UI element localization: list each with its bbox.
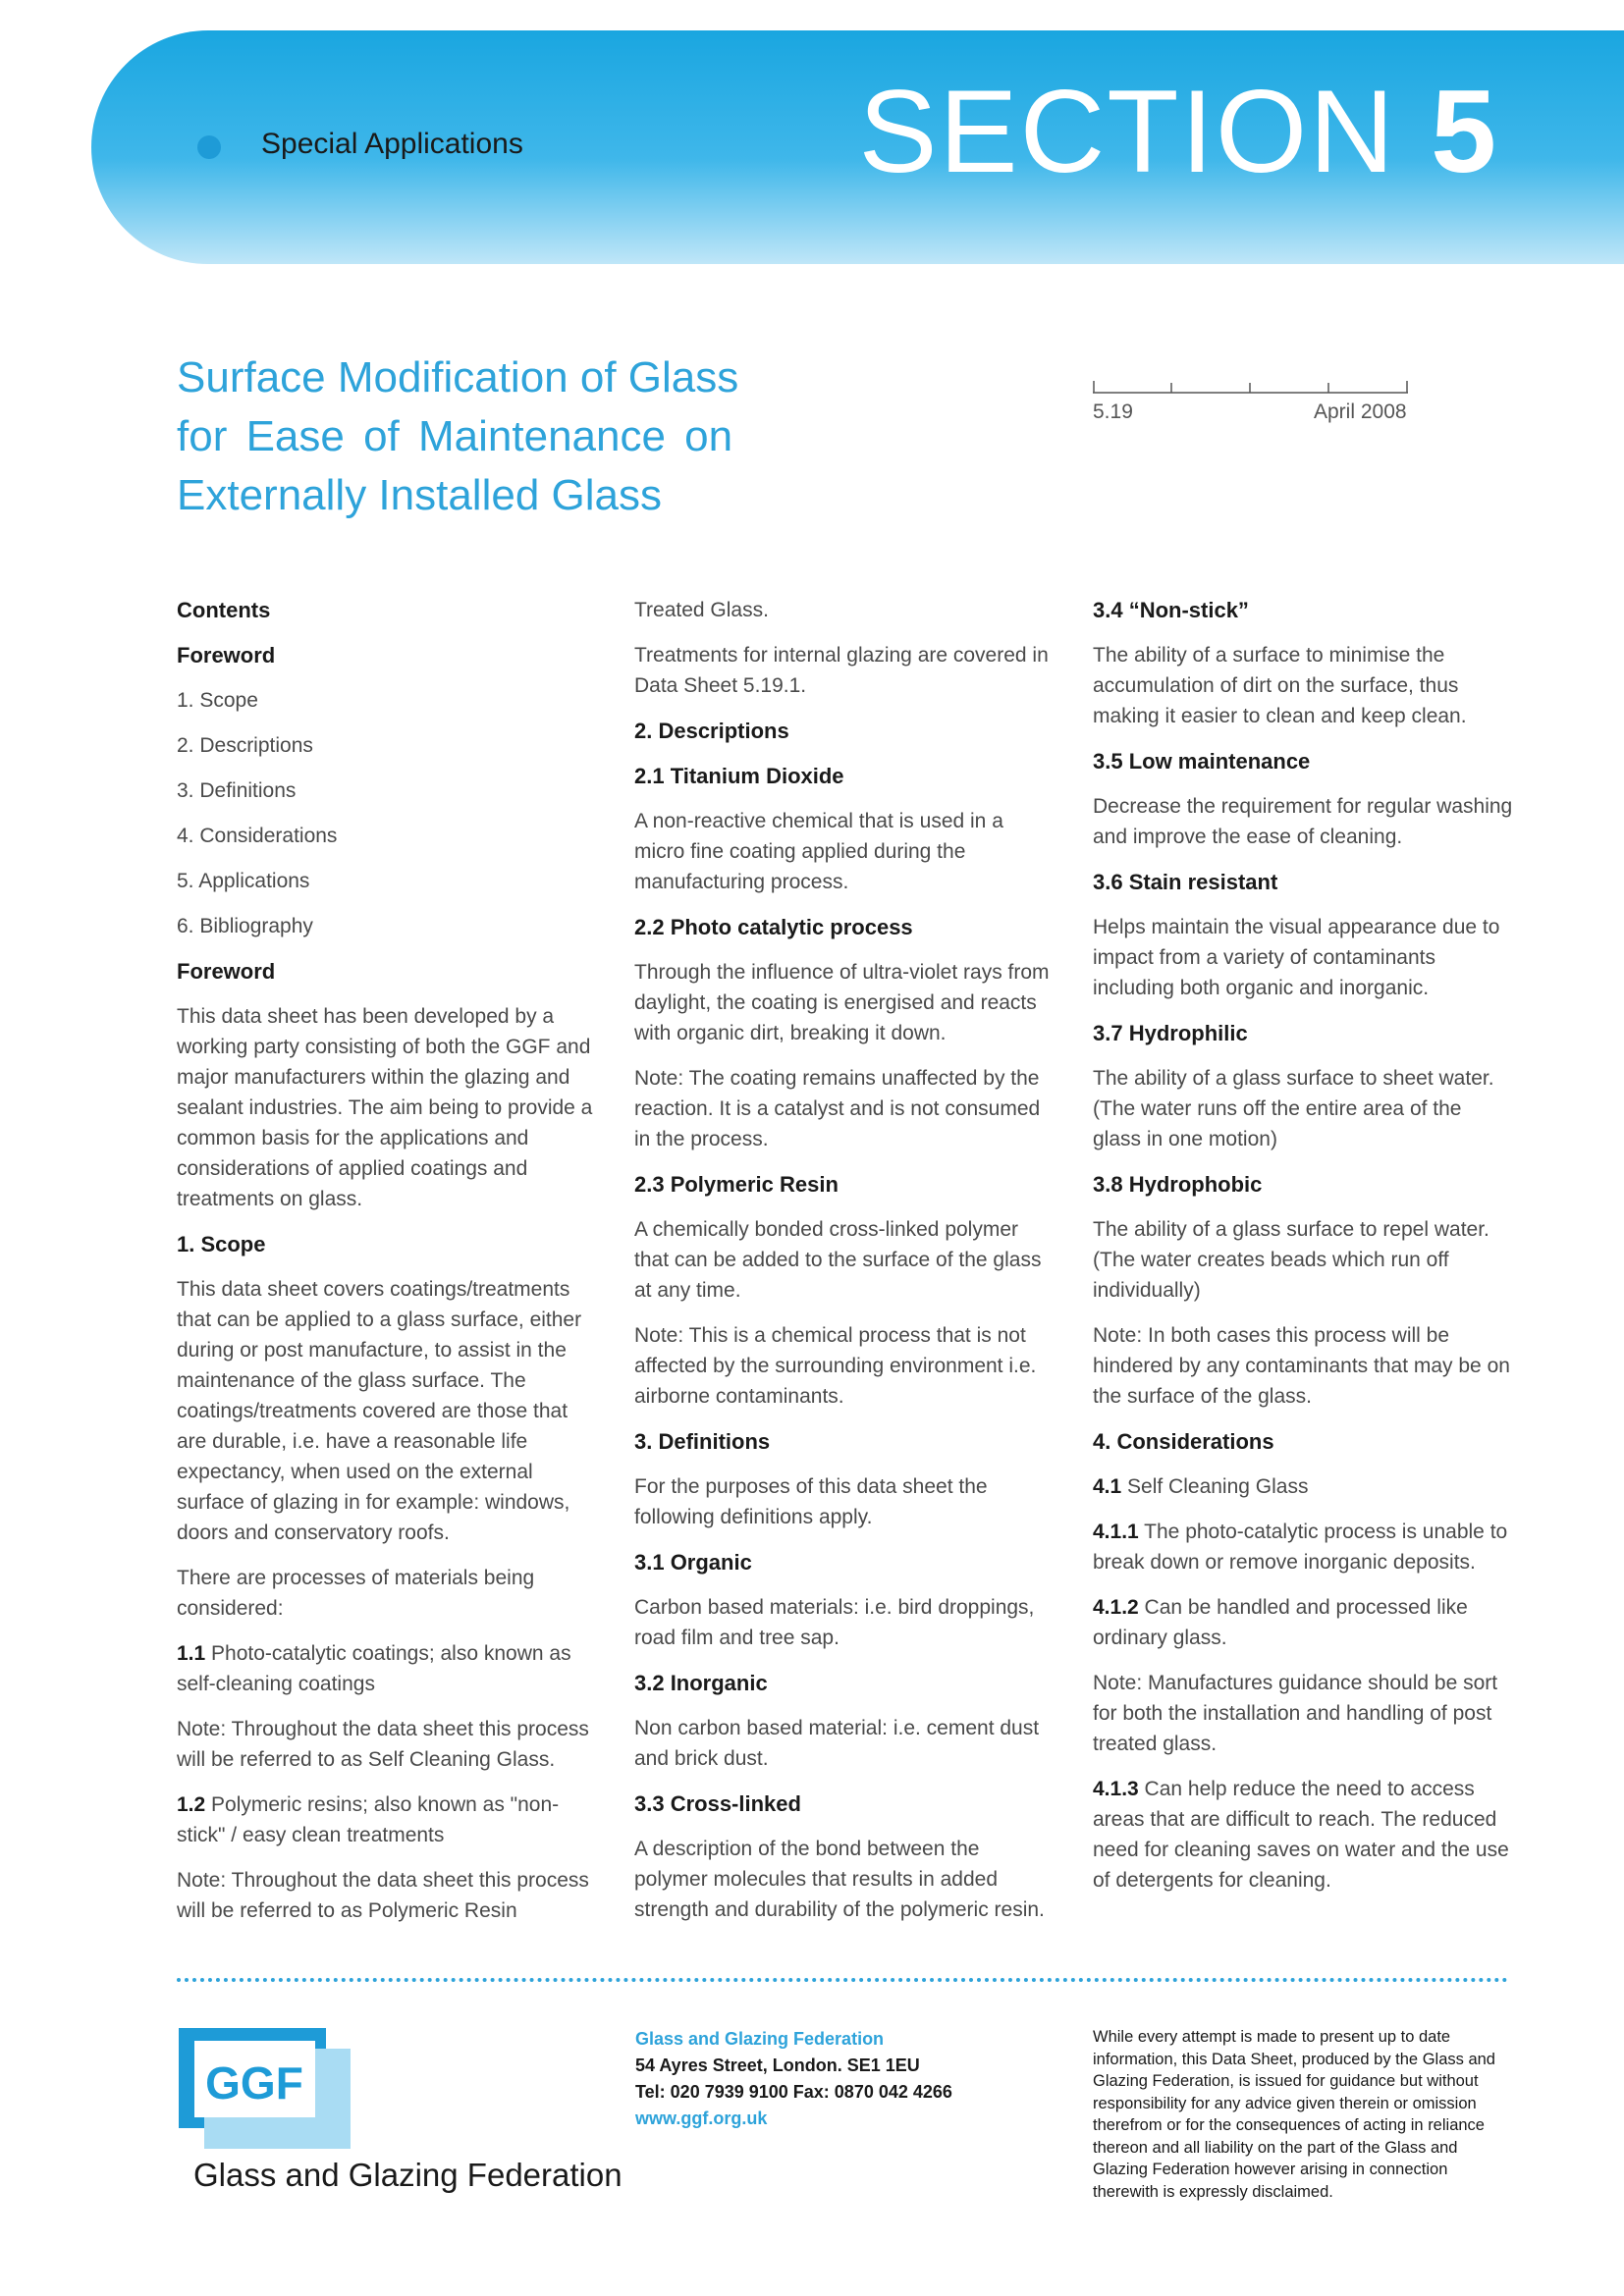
- item-4-1-text: Self Cleaning Glass: [1121, 1475, 1309, 1498]
- item-4-1-3-number: 4.1.3: [1093, 1778, 1139, 1800]
- text-3-8: The ability of a glass surface to repel water. (The water creates beads which run off individually): [1093, 1218, 1489, 1302]
- considerations-heading: 4. Considerations: [1093, 1429, 1274, 1454]
- item-1-1-number: 1.1: [177, 1642, 206, 1665]
- processes-intro: There are processes of materials being considered:: [177, 1567, 535, 1620]
- item-1-2-note: Note: Throughout the data sheet this process will be referred to as Polymeric Resin: [177, 1869, 589, 1922]
- item-4-1-number: 4.1: [1093, 1475, 1122, 1498]
- item-4-1-2-number: 4.1.2: [1093, 1596, 1139, 1619]
- heading-3-2: 3.2 Inorganic: [634, 1671, 768, 1695]
- item-1-1-note: Note: Throughout the data sheet this process will be referred to as Self Cleaning Glass.: [177, 1718, 589, 1771]
- item-1-2-text: Polymeric resins; also known as "non-stick" / easy clean treatments: [177, 1793, 560, 1846]
- text-2-1: A non-reactive chemical that is used in a micro fine coating applied during the manufacturing process.: [634, 810, 1003, 893]
- disclaimer-text: While every attempt is made to present up to date information, this Data Sheet, produced by the Glass and Glazing Federation, is issued for guidance but without responsibility for any advice given therein or omission therefrom or for the consequences of acting in reliance thereon and all liability on the part of the Glass and Glazing Federation however arising in connection therewith is expressly disclaimed.: [1093, 2028, 1495, 2201]
- contents-heading: Contents: [177, 598, 271, 622]
- heading-2-1: 2.1 Titanium Dioxide: [634, 764, 844, 788]
- contents-item-foreword: Foreword: [177, 643, 276, 667]
- heading-2-3: 2.3 Polymeric Resin: [634, 1172, 839, 1197]
- internal-glazing-text: Treatments for internal glazing are covered in Data Sheet 5.19.1.: [634, 644, 1049, 697]
- item-1-1: [177, 1638, 594, 1699]
- logo-text: GGF: [205, 2057, 303, 2109]
- scope-heading: 1. Scope: [177, 1232, 266, 1256]
- scope-text: This data sheet covers coatings/treatments that can be applied to a glass surface, either during or post manufacture, to assist in the maintenance of the glass surface. The coatings/treatments covered are those that are durable, i.e. have a reasonable life expectancy, when used on the external surface of glazing in for example: windows, doors and conservatory roofs.: [177, 1278, 582, 1544]
- note-2-3: Note: This is a chemical process that is not affected by the surrounding environment i.e. airborne contaminants.: [634, 1324, 1037, 1408]
- descriptions-heading: 2. Descriptions: [634, 719, 789, 743]
- continuation-text: Treated Glass.: [634, 599, 769, 621]
- item-1-2-number: 1.2: [177, 1793, 206, 1816]
- contents-item-definitions: 3. Definitions: [177, 779, 297, 802]
- item-4-1-2: [1093, 1592, 1515, 1653]
- heading-3-4: 3.4 “Non-stick”: [1093, 598, 1249, 622]
- text-2-2: Through the influence of ultra-violet rays from daylight, the coating is energised and reacts with organic dirt, breaking it down.: [634, 961, 1050, 1044]
- item-4-1-1-number: 4.1.1: [1093, 1521, 1139, 1543]
- column-3: [1093, 595, 1515, 1910]
- org-address: 54 Ayres Street, London. SE1 1EU: [635, 2056, 920, 2075]
- text-2-3: A chemically bonded cross-linked polymer that can be added to the surface of the glass at any time.: [634, 1218, 1042, 1302]
- section-subtitle: Special Applications: [261, 128, 523, 160]
- foreword-text: This data sheet has been developed by a working party consisting of both the GGF and major manufacturers within the glazing and sealant industries. The aim being to provide a common basis for the applications and considerations of applied coatings and treatments on glass.: [177, 1005, 593, 1210]
- text-3-6: Helps maintain the visual appearance due to impact from a variety of contaminants including both organic and inorganic.: [1093, 916, 1500, 999]
- logo-caption: Glass and Glazing Federation: [193, 2157, 623, 2193]
- ggf-logo: [179, 2028, 351, 2149]
- heading-3-8: 3.8 Hydrophobic: [1093, 1172, 1263, 1197]
- section-title: [858, 66, 1498, 197]
- definitions-text: For the purposes of this data sheet the following definitions apply.: [634, 1475, 988, 1528]
- contents-item-bibliography: 6. Bibliography: [177, 915, 313, 937]
- heading-3-3: 3.3 Cross-linked: [634, 1791, 801, 1816]
- heading-2-2: 2.2 Photo catalytic process: [634, 915, 913, 939]
- heading-3-1: 3.1 Organic: [634, 1550, 752, 1575]
- org-name: Glass and Glazing Federation: [635, 2029, 885, 2049]
- ruler-graphic: [1093, 377, 1408, 395]
- title-line-1: Surface Modification of Glass: [177, 353, 739, 401]
- org-website-link[interactable]: www.ggf.org.uk: [635, 2109, 768, 2128]
- note-3-8: Note: In both cases this process will be hindered by any contaminants that may be on the surface of the glass.: [1093, 1324, 1510, 1408]
- footer-divider: [177, 1978, 1508, 1982]
- text-3-1: Carbon based materials: i.e. bird droppings, road film and tree sap.: [634, 1596, 1035, 1649]
- contents-item-scope: 1. Scope: [177, 689, 258, 712]
- item-4-1: [1093, 1471, 1515, 1502]
- item-1-1-text: Photo-catalytic coatings; also known as self-cleaning coatings: [177, 1642, 571, 1695]
- item-4-1-3: [1093, 1774, 1515, 1896]
- title-line-2: for Ease of Maintenance on: [177, 412, 733, 460]
- contents-item-considerations: 4. Considerations: [177, 825, 338, 847]
- document-title: [177, 348, 766, 525]
- contact-block: [635, 2026, 952, 2132]
- definitions-heading: 3. Definitions: [634, 1429, 771, 1454]
- text-3-2: Non carbon based material: i.e. cement dust and brick dust.: [634, 1717, 1040, 1770]
- text-3-4: The ability of a surface to minimise the accumulation of dirt on the surface, thus making it easier to clean and keep clean.: [1093, 644, 1467, 727]
- heading-3-7: 3.7 Hydrophilic: [1093, 1021, 1248, 1045]
- column-2: [634, 595, 1052, 1940]
- section-word: SECTION: [858, 66, 1396, 197]
- text-3-3: A description of the bond between the polymer molecules that results in added strength and durability of the polymeric resin.: [634, 1838, 1045, 1921]
- foreword-heading: Foreword: [177, 959, 276, 984]
- item-1-2: [177, 1789, 594, 1850]
- note-2-2: Note: The coating remains unaffected by the reaction. It is a catalyst and is not consumed in the process.: [634, 1067, 1041, 1150]
- heading-3-6: 3.6 Stain resistant: [1093, 870, 1278, 894]
- org-phone: Tel: 020 7939 9100 Fax: 0870 042 4266: [635, 2082, 952, 2102]
- item-4-1-2-text: Can be handled and processed like ordinary glass.: [1093, 1596, 1468, 1649]
- data-sheet-number: 5.19: [1093, 400, 1133, 423]
- contents-item-descriptions: 2. Descriptions: [177, 734, 313, 757]
- contents-item-applications: 5. Applications: [177, 870, 310, 892]
- item-4-1-3-text: Can help reduce the need to access areas that are difficult to reach. The reduced need for cleaning saves on water and the use of detergents for cleaning.: [1093, 1778, 1509, 1892]
- bullet-dot-icon: [197, 135, 221, 159]
- heading-3-5: 3.5 Low maintenance: [1093, 749, 1311, 774]
- title-line-3: Externally Installed Glass: [177, 471, 662, 519]
- item-4-1-1-text: The photo-catalytic process is unable to break down or remove inorganic deposits.: [1093, 1521, 1508, 1574]
- section-number: 5: [1431, 66, 1498, 197]
- column-1: [177, 595, 594, 1941]
- data-sheet-date: April 2008: [1314, 400, 1407, 423]
- text-3-5: Decrease the requirement for regular washing and improve the ease of cleaning.: [1093, 795, 1513, 848]
- text-3-7: The ability of a glass surface to sheet water. (The water runs off the entire area of the glass in one motion): [1093, 1067, 1494, 1150]
- note-4-1-2: Note: Manufactures guidance should be sort for both the installation and handling of post treated glass.: [1093, 1672, 1498, 1755]
- item-4-1-1: [1093, 1517, 1515, 1577]
